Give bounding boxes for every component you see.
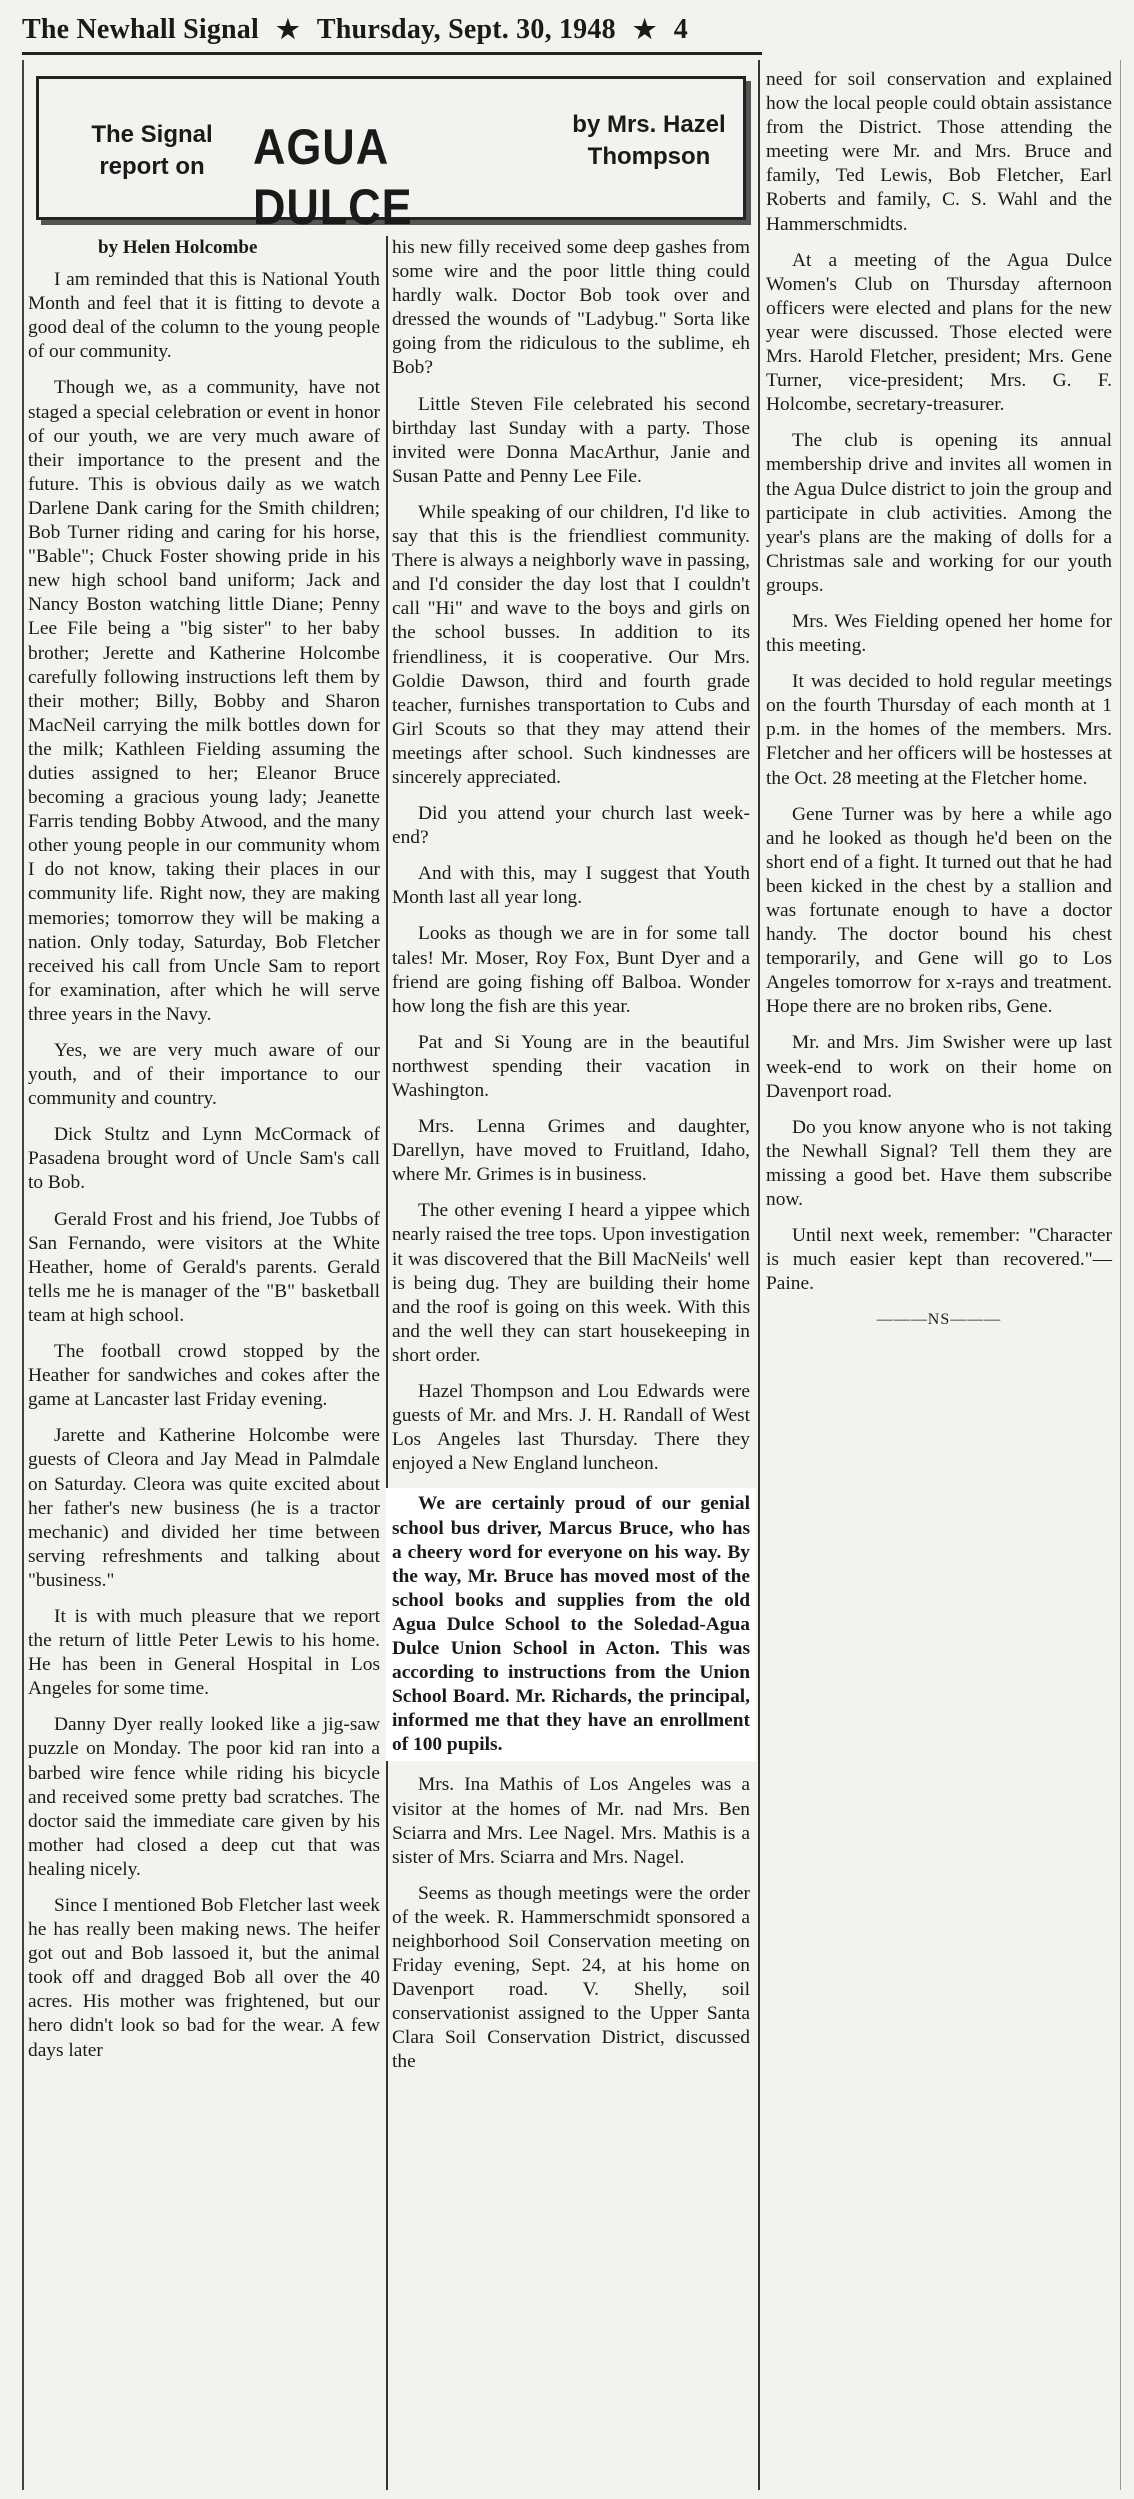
header-left-text: The Signal report on: [91, 121, 213, 180]
paragraph: At a meeting of the Agua Dulce Women's Club on Thursday afternoon officers were elected and plans for the new year were discussed. Those elected were Mrs. Harold Fletcher, president; Mrs. Gene Turner, vice-president; Mrs. G. F. Holcombe, secretary-treasurer.: [766, 249, 1112, 416]
paragraph: Pat and Si Young are in the beautiful northwest spending their vacation in Washington.: [392, 1031, 750, 1101]
paragraph: Hazel Thompson and Lou Edwards were guests of Mr. and Mrs. J. H. Randall of West Los Angeles last Thursday. There they enjoyed a New England luncheon.: [392, 1381, 750, 1475]
column-rule: [1120, 60, 1121, 2490]
paragraph: Dick Stultz and Lynn McCormack of Pasadena brought word of Uncle Sam's call to Bob.: [28, 1124, 380, 1194]
paragraph: Since I mentioned Bob Fletcher last week he has really been making news. The heifer got out and Bob lassoed it, but the animal took off and dragged Bob all over the 40 acres. His mother was frightened, but our hero didn't look so bad for the wear. A few days later: [28, 1895, 380, 2061]
paragraph: Mrs. Lenna Grimes and daughter, Darellyn, have moved to Fruitland, Idaho, where Mr. Grimes is in business.: [392, 1116, 750, 1186]
paragraph: The club is opening its annual membership drive and invites all women in the Agua Dulce district to join the group and participate in club activities. Among the year's plans are the making of dolls for a Christmas sale and working for our youth groups.: [766, 430, 1112, 596]
paragraph: Did you attend your church last week-end?: [392, 803, 750, 849]
signoff: ———NS———: [876, 1311, 1002, 1329]
paragraph: Gene Turner was by here a while ago and he looked as though he'd been on the short end of a fight. It turned out that he had been kicked in the chest by a stallion and was fortunate enough to have a doctor handy. The doctor bound his chest temporarily, and Gene will go to Los Angeles tomorrow for x-rays and treatment. Hope there are no broken ribs, Gene.: [766, 803, 1112, 1018]
paragraph: It was decided to hold regular meetings on the fourth Thursday of each month at 1 p.m. in the homes of the members. Mrs. Fletcher and her officers will be hostesses at the Oct. 28 meeting at the Fletcher home.: [766, 671, 1112, 789]
article-column-1: [28, 236, 380, 2075]
byline: by Helen Holcombe: [98, 237, 258, 258]
paragraph: Until next week, remember: "Character is much easier kept than recovered."—Paine.: [766, 1225, 1112, 1295]
paragraph: Danny Dyer really looked like a jig-saw puzzle on Monday. The poor kid ran into a barbed wire fence while riding his bicycle and received some pretty bad scratches. The doctor said the immediate care given by his mother had closed a deep cut that was healing nicely.: [28, 1714, 380, 1880]
column-header-box: [36, 76, 746, 235]
paragraph: Mr. and Mrs. Jim Swisher were up last week-end to work on their home on Davenport road.: [766, 1032, 1112, 1102]
paragraph: And with this, may I suggest that Youth Month last all year long.: [392, 863, 750, 909]
paper-name: The Newhall Signal: [22, 13, 259, 45]
paragraph: While speaking of our children, I'd like to say that this is the friendliest community. There is always a neighborly wave in passing, and I'd consider the day lost that I couldn't call "Hi" and wave to the boys and girls on the school busses. In addition to its friendliness, it is cooperative. Our Mrs. Goldie Dawson, third and fourth grade teacher, furnishes transportation to Cubs and Girl Scouts so that they may attend their meetings after school. Such kindnesses are sincerely appreciated.: [392, 501, 750, 788]
previous-column-edge: [0, 60, 24, 2490]
issue-date: Thursday, Sept. 30, 1948: [316, 13, 616, 45]
article-column-3: [766, 68, 1112, 1345]
paragraph: I am reminded that this is National Youth Month and feel that it is fitting to devote a good deal of the column to the young people of our community.: [28, 269, 380, 363]
highlighted-paragraph: We are certainly proud of our genial school bus driver, Marcus Bruce, who has a cheery word for everyone on his way. By the way, Mr. Bruce has moved most of the school books and supplies from the old Agua Dulce School to the Soledad-Agua Dulce Union School in Acton. This was according to instructions from the Union School Board. Mr. Richards, the principal, informed me that they have an enrollment of 100 pupils.: [386, 1488, 756, 1761]
paragraph: need for soil conservation and explained how the local people could obtain assistance from the District. Those attending the meeting were Mr. and Mrs. Bruce and family, Ted Lewis, Bob Fletcher, Earl Roberts and family, C. S. Wahl and the Hammerschmidts.: [766, 69, 1112, 235]
paragraph: Mrs. Wes Fielding opened her home for this meeting.: [766, 610, 1112, 657]
masthead-rule: [22, 52, 762, 55]
column-title: AGUA DULCE: [253, 119, 413, 235]
paragraph: Though we, as a community, have not staged a special celebration or event in honor of our youth, we are very much aware of their importance to the present and the future. This is obvious daily as we watch Darlene Dank caring for the Smith children; Bob Turner riding and caring for his horse, "Bable"; Chuck Foster showing pride in his new high school band uniform; Jack and Nancy Boston watching little Diane; Penny Lee File being a "big sister" to her baby brother; Jerette and Katherine Holcombe carefully following instructions left them by their mother; Billy, Bobby and Sharon MacNeil carrying the milk bottles down for the milk; Kathleen Fielding assuming the duties assigned to her; Eleanor Bruce becoming a gracious young lady; Jeanette Farris tending Bobby Atwood, and the many other young people in our community whom I do not know, taking their places in our community life. Right now, they are making memories; tomorrow they will be making a nation. Only today, Saturday, Bob Fletcher received his call from Uncle Sam to report for examination, after which he will serve three years in the Navy.: [28, 377, 380, 1025]
paragraph: Yes, we are very much aware of our youth, and of their importance to our community and country.: [28, 1040, 380, 1110]
article-column-2: [392, 236, 750, 2087]
page-number: 4: [673, 13, 688, 45]
paragraph: The football crowd stopped by the Heather for sandwiches and cokes after the game at Lancaster last Friday evening.: [28, 1341, 380, 1411]
paragraph: Mrs. Ina Mathis of Los Angeles was a visitor at the homes of Mr. nad Mrs. Ben Sciarra and Mrs. Lee Nagel. Mrs. Mathis is a sister of Mrs. Sciarra and Mrs. Nagel.: [392, 1774, 750, 1868]
masthead: [22, 12, 752, 52]
paragraph: The other evening I heard a yippee which nearly raised the tree tops. Upon investigation it was discovered that the Bill MacNeils' well is being dug. They are building their home and the roof is going on this week. With this and the well they can start housekeeping in short order.: [392, 1200, 750, 1366]
column-rule: [758, 60, 760, 2490]
paragraph: Looks as though we are in for some tall tales! Mr. Moser, Roy Fox, Bunt Dyer and a friend are going fishing off Balboa. Wonder how long the fish are this year.: [392, 923, 750, 1017]
paragraph: Gerald Frost and his friend, Joe Tubbs of San Fernando, were visitors at the White Heather, home of Gerald's parents. Gerald tells me he is manager of the "B" basketball team at high school.: [28, 1208, 380, 1326]
paragraph: Seems as though meetings were the order of the week. R. Hammerschmidt sponsored a neighborhood Soil Conservation meeting on Friday evening, Sept. 24, at his home on Davenport road. V. Shelly, soil conservationist assigned to the Upper Santa Clara Soil Conservation District, discussed the: [392, 1882, 750, 2073]
paragraph: Little Steven File celebrated his second birthday last Sunday with a party. Those invited were Donna MacArthur, Janie and Susan Patte and Penny Lee File.: [392, 393, 750, 487]
paragraph: Do you know anyone who is not taking the Newhall Signal? Tell them they are missing a good bet. Have them subscribe now.: [766, 1116, 1112, 1211]
paragraph: Jarette and Katherine Holcombe were guests of Cleora and Jay Mead in Palmdale on Saturday. Cleora was quite excited about her father's new business (he is a tractor mechanic) and divided her time between serving refreshments and talking about "business.": [28, 1425, 380, 1591]
paragraph: his new filly received some deep gashes from some wire and the poor little thing could hardly walk. Doctor Bob took over and dressed the wounds of "Ladybug." Sorta like going from the ridiculous to the sublime, eh Bob?: [392, 237, 750, 379]
star-icon: ★: [276, 14, 300, 44]
paragraph: It is with much pleasure that we report the return of little Peter Lewis to his home. He has been in General Hospital in Los Angeles for some time.: [28, 1605, 380, 1700]
header-author: by Mrs. Hazel Thompson: [572, 111, 726, 170]
star-icon: ★: [632, 14, 657, 44]
column-rule: [386, 236, 388, 2490]
